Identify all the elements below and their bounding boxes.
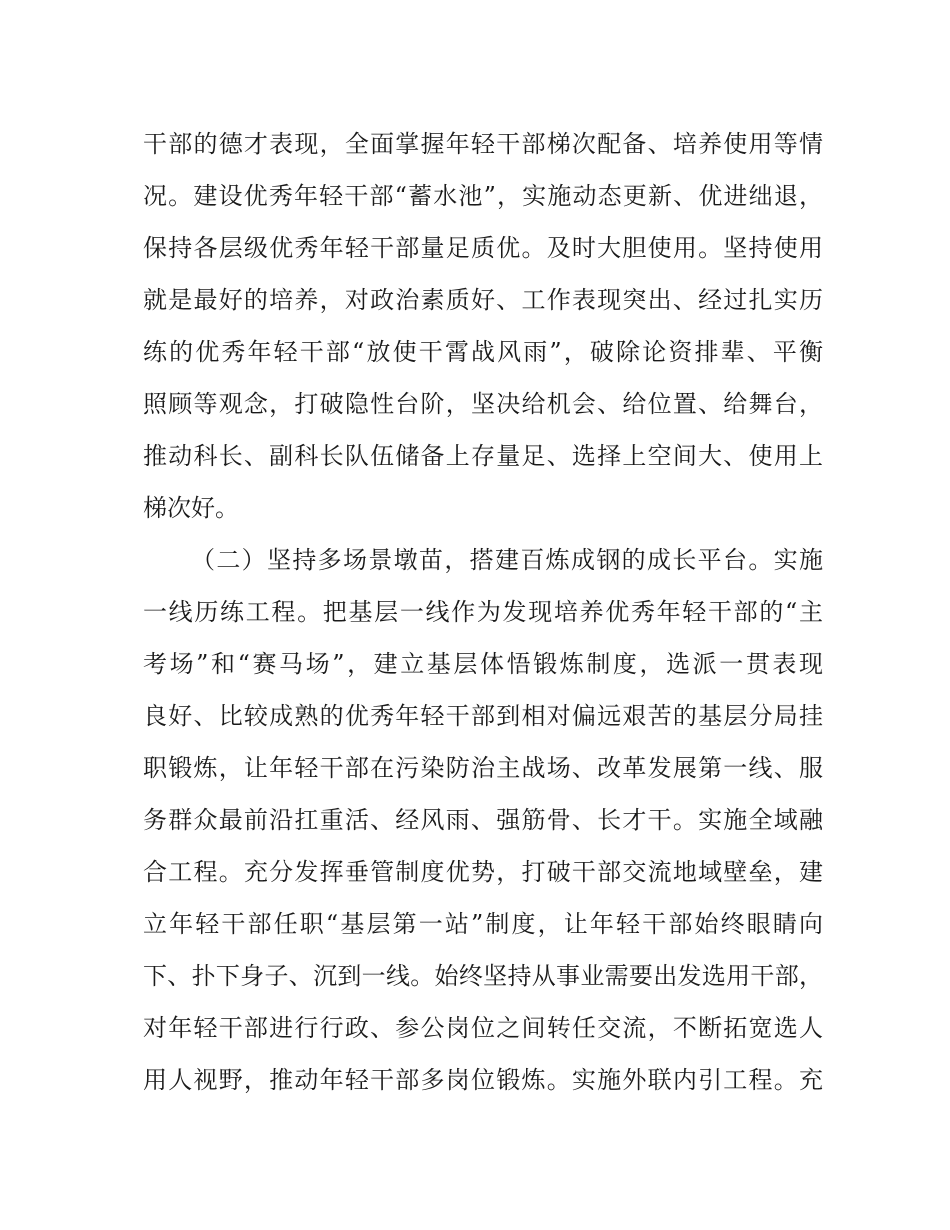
paragraph-2-line-3: 考场”和“赛马场”，建立基层体悟锻炼制度，选派一贯表现 xyxy=(143,650,823,678)
paragraph-1-line-1: 干部的德才表现，全面掌握年轻干部梯次配备、培养使用等情 xyxy=(143,130,823,158)
paragraph-1-line-8: 梯次好。 xyxy=(143,494,239,522)
paragraph-2-line-5: 职锻炼，让年轻干部在污染防治主战场、改革发展第一线、服 xyxy=(143,754,823,782)
paragraph-2-line-8: 立年轻干部任职“基层第一站”制度，让年轻干部始终眼睛向 xyxy=(143,910,823,938)
paragraph-1-line-4: 就是最好的培养，对政治素质好、工作表现突出、经过扎实历 xyxy=(143,286,823,314)
paragraph-1-line-2: 况。建设优秀年轻干部“蓄水池”，实施动态更新、优进绌退， xyxy=(143,182,823,210)
paragraph-2-line-2: 一线历练工程。把基层一线作为发现培养优秀年轻干部的“主 xyxy=(143,598,823,626)
paragraph-1-line-5: 练的优秀年轻干部“放使干霄战风雨”，破除论资排辈、平衡 xyxy=(143,338,823,366)
paragraph-1-line-3: 保持各层级优秀年轻干部量足质优。及时大胆使用。坚持使用 xyxy=(143,234,823,262)
paragraph-2-line-6: 务群众最前沿扛重活、经风雨、强筋骨、长才干。实施全域融 xyxy=(143,806,823,834)
paragraph-2-line-4: 良好、比较成熟的优秀年轻干部到相对偏远艰苦的基层分局挂 xyxy=(143,702,823,730)
paragraph-1-line-6: 照顾等观念，打破隐性台阶，坚决给机会、给位置、给舞台， xyxy=(143,390,823,418)
paragraph-1-line-7: 推动科长、副科长队伍储备上存量足、选择上空间大、使用上 xyxy=(143,442,823,470)
paragraph-2-line-11: 用人视野，推动年轻干部多岗位锻炼。实施外联内引工程。充 xyxy=(143,1066,823,1094)
paragraph-2-line-1: （二）坚持多场景墩苗，搭建百炼成钢的成长平台。实施 xyxy=(191,546,823,574)
paragraph-2-line-7: 合工程。充分发挥垂管制度优势，打破干部交流地域壁垒，建 xyxy=(143,858,823,886)
paragraph-2-line-10: 对年轻干部进行行政、参公岗位之间转任交流，不断拓宽选人 xyxy=(143,1014,823,1042)
paragraph-2-line-9: 下、扑下身子、沉到一线。始终坚持从事业需要出发选用干部， xyxy=(143,962,823,990)
